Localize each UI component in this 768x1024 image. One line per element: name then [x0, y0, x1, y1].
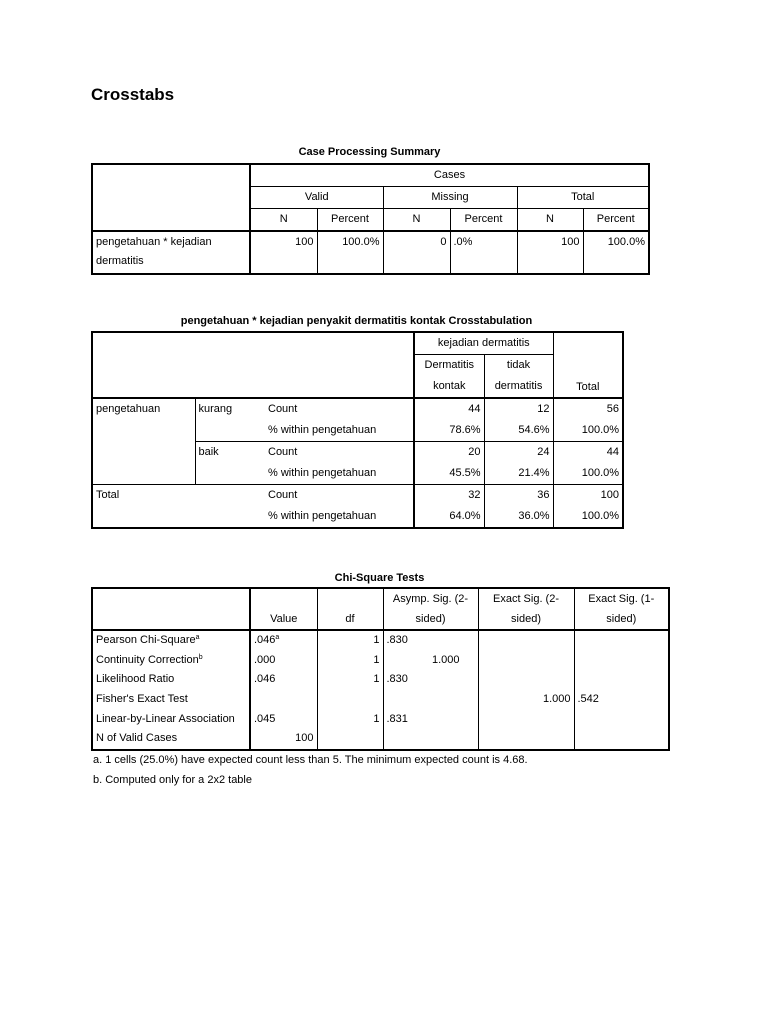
total-row-label: Total — [92, 485, 265, 507]
sub-header: N — [517, 209, 583, 232]
data-cell: .0% — [450, 231, 517, 274]
crosstabulation-table — [91, 331, 624, 529]
data-cell: 1.000 — [383, 651, 478, 671]
test-label: N of Valid Cases — [92, 729, 250, 750]
data-cell: 45.5% — [414, 463, 484, 485]
data-cell — [478, 709, 574, 729]
sub-header: Percent — [450, 209, 517, 232]
data-cell — [574, 670, 669, 690]
data-cell: 32 — [414, 485, 484, 507]
missing-header: Missing — [383, 187, 517, 209]
data-cell: 36 — [484, 485, 553, 507]
data-cell — [383, 690, 478, 710]
footnote-a: a. 1 cells (25.0%) have expected count less than 5. The minimum expected count is 4.68. — [93, 754, 528, 766]
case-row-label: pengetahuan * kejadian dermatitis — [92, 231, 250, 274]
data-cell: 1 — [317, 709, 383, 729]
data-cell: 100.0% — [317, 231, 383, 274]
data-cell: 78.6% — [414, 420, 484, 442]
data-cell: 1 — [317, 670, 383, 690]
data-cell: .046$^a$ — [250, 630, 317, 651]
test-label: Continuity Correction$^b$ — [92, 651, 250, 671]
data-cell — [574, 630, 669, 651]
data-cell: 1 — [317, 651, 383, 671]
group-kurang: kurang — [195, 398, 265, 420]
count-label: Count — [265, 442, 414, 464]
exact2-header-2: sided) — [478, 609, 574, 630]
data-cell: .831 — [383, 709, 478, 729]
sub-header: N — [250, 209, 317, 232]
sub-header: N — [383, 209, 450, 232]
test-label: Pearson Chi-Square$^a$ — [92, 630, 250, 651]
data-cell — [317, 690, 383, 710]
data-cell: .045 — [250, 709, 317, 729]
count-label: Count — [265, 398, 414, 420]
data-cell — [250, 690, 317, 710]
data-cell: 100 — [553, 485, 623, 507]
header-corner-cell — [92, 588, 250, 630]
data-cell: 44 — [414, 398, 484, 420]
data-cell: 100 — [250, 231, 317, 274]
case-summary-title: Case Processing Summary — [298, 146, 441, 158]
exact2-header: Exact Sig. (2- — [478, 588, 574, 609]
footnote-b: b. Computed only for a 2x2 table — [93, 774, 252, 786]
header-cell — [250, 588, 317, 609]
cases-header: Cases — [250, 164, 649, 187]
crosstab-title: pengetahuan * kejadian penyakit dermatitis kontak Crosstabulation — [180, 315, 533, 327]
col-header-tidak-dermatitis: dermatitis — [484, 376, 553, 398]
header-cell — [317, 588, 383, 609]
data-cell: .046 — [250, 670, 317, 690]
col-header-dermatitis: Dermatitis — [414, 355, 484, 377]
sub-header: Percent — [317, 209, 383, 232]
sub-header: Percent — [583, 209, 649, 232]
data-cell: 44 — [553, 442, 623, 464]
test-label: Likelihood Ratio — [92, 670, 250, 690]
header-corner-cell — [92, 164, 250, 231]
spacer-cell — [195, 420, 265, 442]
page-heading: Crosstabs — [91, 85, 175, 104]
data-cell: 100.0% — [553, 463, 623, 485]
data-cell — [383, 729, 478, 750]
data-cell — [574, 709, 669, 729]
data-cell: .542 — [574, 690, 669, 710]
header-corner-cell — [92, 332, 414, 398]
test-label: Linear-by-Linear Association — [92, 709, 250, 729]
spacer-cell — [92, 506, 265, 528]
spacer-cell — [195, 463, 265, 485]
data-cell: 100.0% — [553, 420, 623, 442]
exact1-header-2: sided) — [574, 609, 669, 630]
data-cell: 64.0% — [414, 506, 484, 528]
col-header-kontak: kontak — [414, 376, 484, 398]
pct-label: % within pengetahuan — [265, 463, 414, 485]
data-cell — [478, 630, 574, 651]
data-cell — [574, 729, 669, 750]
chi-square-title: Chi-Square Tests — [334, 572, 425, 584]
data-cell: 100.0% — [553, 506, 623, 528]
total-column-header: Total — [553, 332, 623, 398]
group-baik: baik — [195, 442, 265, 464]
count-label: Count — [265, 485, 414, 507]
data-cell: 100 — [517, 231, 583, 274]
data-cell: 21.4% — [484, 463, 553, 485]
data-cell: 12 — [484, 398, 553, 420]
kejadian-header: kejadian dermatitis — [414, 332, 553, 355]
data-cell: 20 — [414, 442, 484, 464]
data-cell: 24 — [484, 442, 553, 464]
pct-label: % within pengetahuan — [265, 506, 414, 528]
valid-header: Valid — [250, 187, 383, 209]
data-cell: 1 — [317, 630, 383, 651]
data-cell: 54.6% — [484, 420, 553, 442]
data-cell — [317, 729, 383, 750]
df-header: df — [317, 609, 383, 630]
exact1-header: Exact Sig. (1- — [574, 588, 669, 609]
data-cell: .000 — [250, 651, 317, 671]
asymp-header-2: sided) — [383, 609, 478, 630]
data-cell — [574, 651, 669, 671]
data-cell: 56 — [553, 398, 623, 420]
data-cell: 100.0% — [583, 231, 649, 274]
data-cell: .830 — [383, 670, 478, 690]
total-header: Total — [517, 187, 649, 209]
asymp-header: Asymp. Sig. (2- — [383, 588, 478, 609]
chi-square-table — [91, 587, 670, 751]
data-cell — [478, 729, 574, 750]
data-cell — [478, 670, 574, 690]
value-header: Value — [250, 609, 317, 630]
data-cell — [478, 651, 574, 671]
case-processing-summary-table — [91, 163, 650, 275]
pengetahuan-label: pengetahuan — [92, 398, 195, 485]
data-cell: 100 — [250, 729, 317, 750]
test-label: Fisher's Exact Test — [92, 690, 250, 710]
data-cell: 36.0% — [484, 506, 553, 528]
data-cell: .830 — [383, 630, 478, 651]
data-cell: 0 — [383, 231, 450, 274]
data-cell: 1.000 — [478, 690, 574, 710]
pct-label: % within pengetahuan — [265, 420, 414, 442]
col-header-tidak: tidak — [484, 355, 553, 377]
